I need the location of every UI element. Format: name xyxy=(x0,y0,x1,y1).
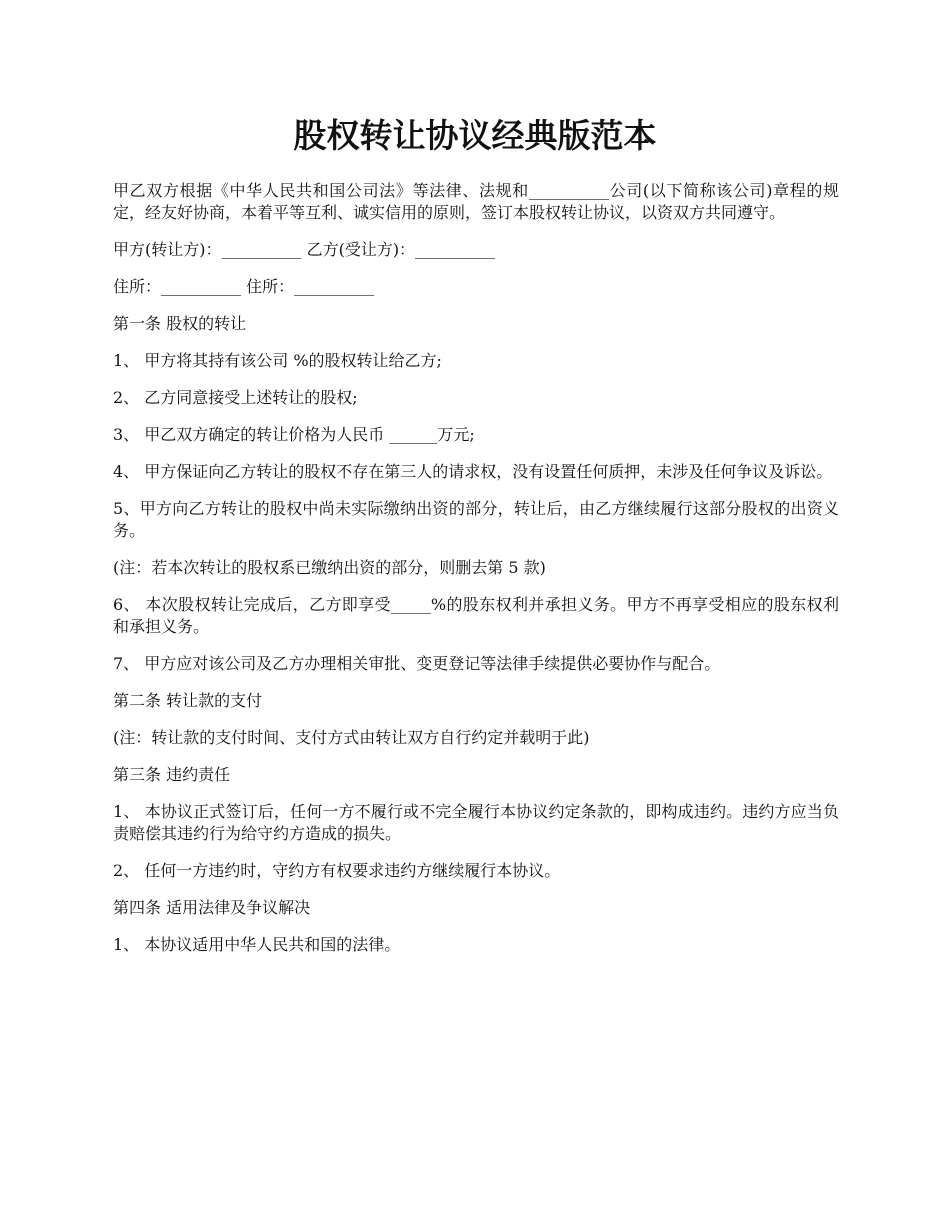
article-1-heading: 第一条 股权的转让 xyxy=(113,314,247,333)
article-1-clause-5: 5、甲方向乙方转让的股权中尚未实际缴纳出资的部分，转让后，由乙方继续履行这部分股权的出资义务。 xyxy=(113,499,839,540)
article-1-clause-7: 7、 甲方应对该公司及乙方办理相关审批、变更登记等法律手续提供必要协作与配合。 xyxy=(113,654,721,673)
article-3-clause-1: 1、 本协议正式签订后，任何一方不履行或不完全履行本协议约定条款的，即构成违约。违约方应当负责赔偿其违约行为给守约方造成的损失。 xyxy=(113,802,839,843)
article-1-clause-4: 4、 甲方保证向乙方转让的股权不存在第三人的请求权，没有设置任何质押，未涉及任何争议及诉讼。 xyxy=(113,462,833,481)
article-2-heading: 第二条 转让款的支付 xyxy=(113,691,263,710)
article-1-clause-1: 1、 甲方将其持有该公司 %的股权转让给乙方; xyxy=(113,351,442,370)
article-1-clause-2: 2、 乙方同意接受上述转让的股权; xyxy=(113,388,358,407)
document-body xyxy=(113,180,839,971)
article-2-note: (注：转让款的支付时间、支付方式由转让双方自行约定并载明于此) xyxy=(113,728,590,747)
article-3-heading: 第三条 违约责任 xyxy=(113,765,231,784)
address-line: 住所：__________ 住所：__________ xyxy=(113,277,375,296)
article-1-clause-3: 3、 甲乙双方确定的转让价格为人民币 ______万元; xyxy=(113,425,475,444)
article-4-clause-1: 1、 本协议适用中华人民共和国的法律。 xyxy=(113,935,401,954)
article-1-clause-6: 6、 本次股权转让完成后，乙方即享受_____%的股东权利并承担义务。甲方不再享受相应的股东权利和承担义务。 xyxy=(113,595,839,636)
article-4-heading: 第四条 适用法律及争议解决 xyxy=(113,898,311,917)
preamble-paragraph: 甲乙双方根据《中华人民共和国公司法》等法律、法规和__________公司(以下简称该公司)章程的规定，经友好协商，本着平等互利、诚实信用的原则，签订本股权转让协议，以资双方共同遵守。 xyxy=(113,181,839,222)
article-3-clause-2: 2、 任何一方违约时，守约方有权要求违约方继续履行本协议。 xyxy=(113,861,561,880)
document-title: 股权转让协议经典版范本 xyxy=(293,116,657,155)
parties-line: 甲方(转让方)：__________ 乙方(受让方)：__________ xyxy=(113,240,496,259)
article-1-note: (注：若本次转让的股权系已缴纳出资的部分，则删去第 5 款) xyxy=(113,558,546,577)
